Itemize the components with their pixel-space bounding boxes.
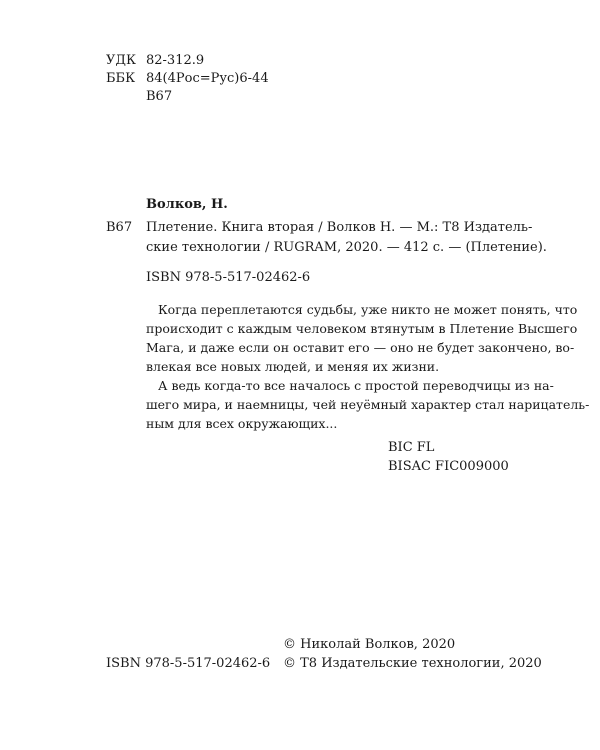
catalog-mark: В67 xyxy=(106,220,133,235)
catalog-description-line-1: Плетение. Книга вторая / Волков Н. — М.: Т8 Издатель- xyxy=(146,220,533,235)
author-mark-row xyxy=(106,88,172,106)
footer-isbn: ISBN 978-5-517-02462-6 xyxy=(106,656,271,671)
copyright-author: © Николай Волков, 2020 xyxy=(283,637,456,652)
annotation-line: происходит с каждым человеком втянутым в Плетение Высшего xyxy=(146,321,578,336)
author-mark: В67 xyxy=(146,89,173,104)
udk-row xyxy=(106,52,204,70)
annotation-line: А ведь когда-то все началось с простой переводчицы из на- xyxy=(158,378,554,393)
annotation-line: Когда переплетаются судьбы, уже никто не может понять, что xyxy=(158,302,578,317)
annotation-line: ным для всех окружающих... xyxy=(146,416,338,431)
annotation xyxy=(146,300,590,433)
copyright-publisher: © Т8 Издательские технологии, 2020 xyxy=(283,656,542,671)
catalog-description-line-2: ские технологии / RUGRAM, 2020. — 412 с. — (Плетение). xyxy=(146,240,547,255)
bisac-code: BISAC FIC009000 xyxy=(388,459,509,474)
annotation-line: шего мира, и наемницы, чей неуёмный характер стал нарицатель- xyxy=(146,397,590,412)
bbk-value: 84(4Рос=Рус)6-44 xyxy=(146,71,269,86)
bbk-label: ББК xyxy=(106,71,136,86)
annotation-line: Мага, и даже если он оставит его — оно не будет закончено, во- xyxy=(146,340,575,355)
bic-code: BIC FL xyxy=(388,440,435,455)
bbk-row xyxy=(106,70,269,88)
author-heading: Волков, Н. xyxy=(146,197,228,212)
udk-value: 82-312.9 xyxy=(146,53,205,68)
catalog-isbn: ISBN 978-5-517-02462-6 xyxy=(146,270,311,285)
annotation-line: влекая все новых людей, и меняя их жизни. xyxy=(146,359,440,374)
udk-label: УДК xyxy=(106,53,137,68)
